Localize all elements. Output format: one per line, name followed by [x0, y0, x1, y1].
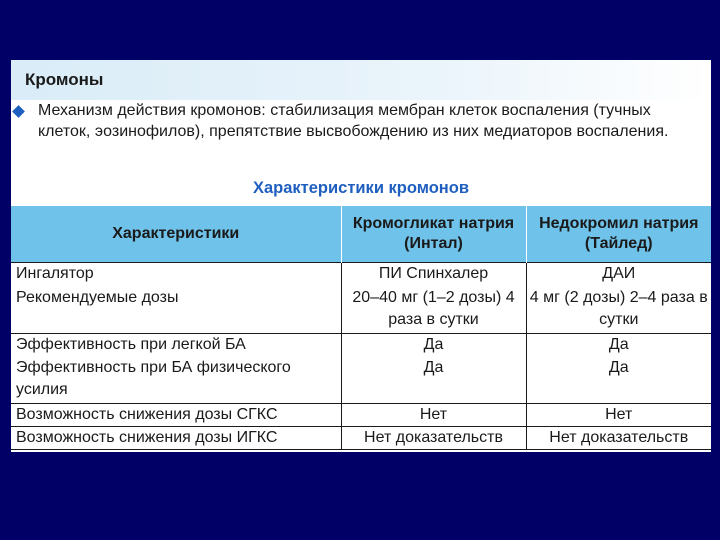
- cell-value: Нет: [526, 403, 711, 426]
- table-title: Характеристики кромонов: [252, 179, 469, 197]
- cell-label: Эффективность при БА физического усилия: [16, 358, 291, 398]
- cell-value: Да: [526, 357, 711, 404]
- cell-value: Да: [526, 333, 711, 356]
- cell-value: 4 мг (2 дозы) 2–4 раза в сутки: [526, 287, 711, 334]
- characteristics-table: [11, 206, 711, 450]
- cell-value: Да: [341, 357, 526, 404]
- cell-label: Ингалятор: [11, 263, 341, 287]
- page-title: Кромоны: [25, 70, 104, 89]
- cell-label: Рекомендуемые дозы: [16, 288, 179, 306]
- cell-value: Да: [341, 333, 526, 356]
- header-characteristics: Характеристики: [11, 206, 341, 263]
- table-row: [11, 403, 711, 426]
- table-header-row: [11, 206, 711, 263]
- table-row: [11, 287, 711, 334]
- cell-value: Нет доказательств: [526, 426, 711, 449]
- diamond-bullet-icon: [12, 105, 25, 118]
- cell-label: Возможность снижения дозы ИГКС: [11, 426, 341, 449]
- header-band: [11, 60, 711, 100]
- table-row: [11, 426, 711, 449]
- table-row: [11, 357, 711, 404]
- cell-value: ПИ Спинхалер: [341, 263, 526, 287]
- header-nedocromil: Недокромил натрия (Тайлед): [526, 206, 711, 263]
- header-cromoglicate: Кромогликат натрия (Интал): [341, 206, 526, 263]
- cell-value: Нет доказательств: [341, 426, 526, 449]
- cell-label: Возможность снижения дозы СГКС: [11, 403, 341, 426]
- table-row: [11, 263, 711, 287]
- cell-value: 20–40 мг (1–2 дозы) 4 раза в сутки: [341, 287, 526, 334]
- mechanism-text: Механизм действия кромонов: стабилизация мембран клеток воспаления (тучных клеток, эозинофилов), препятствие высвобождению из них медиаторов воспаления.: [38, 102, 669, 140]
- cell-label: Эффективность при легкой БА: [11, 333, 341, 356]
- cell-value: ДАИ: [526, 263, 711, 287]
- table-row: [11, 333, 711, 356]
- cell-value: Нет: [341, 403, 526, 426]
- slide-content: [11, 60, 711, 452]
